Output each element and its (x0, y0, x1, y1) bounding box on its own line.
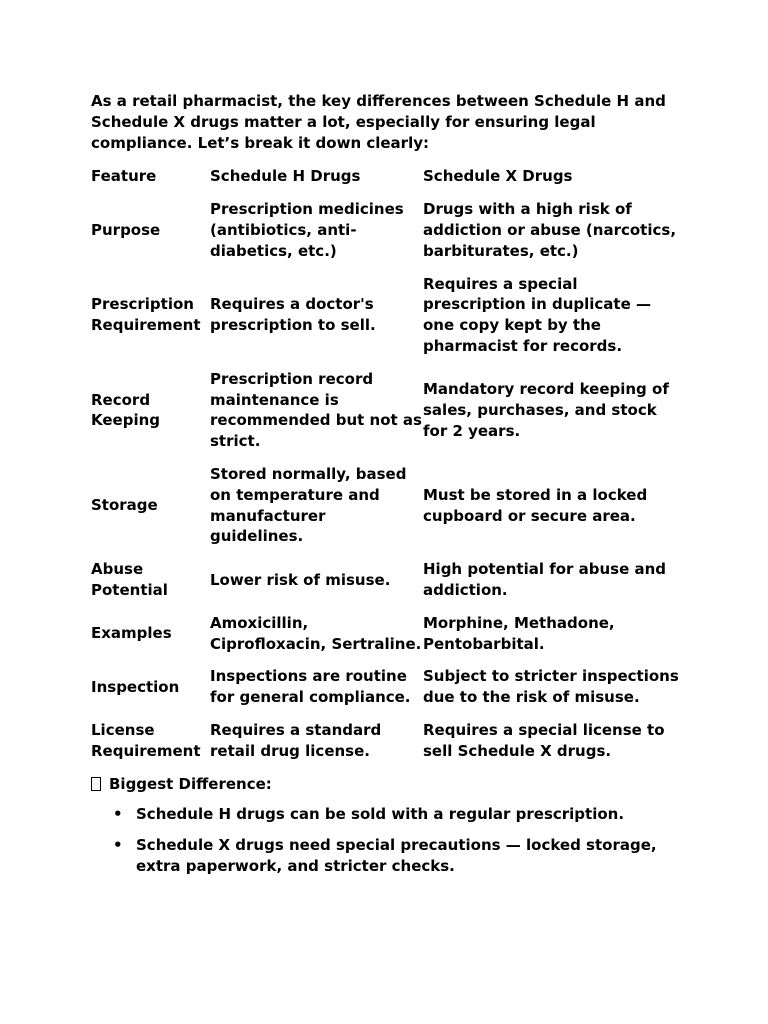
list-item (91, 804, 691, 825)
row-schedule-h: Prescription record maintenance is recommended but not as strict. (210, 369, 422, 451)
table-row (91, 199, 681, 273)
row-schedule-x: Morphine, Methadone, Pentobarbital. (423, 613, 615, 653)
intro-paragraph: As a retail pharmacist, the key differences between Schedule H and Schedule X drugs matter a lot, especially for ensuring legal compliance. Let’s break it down clearly: (91, 92, 666, 152)
comparison-table (91, 166, 681, 771)
table-row (91, 464, 681, 559)
row-schedule-x: Must be stored in a locked cupboard or secure area. (423, 485, 648, 525)
row-schedule-x: High potential for abuse and addiction. (423, 560, 667, 599)
bullet-icon: • (113, 836, 123, 855)
row-feature: Record Keeping (91, 390, 161, 430)
table-row (91, 666, 681, 720)
header-cell-schedule-x: Schedule X Drugs (423, 167, 573, 186)
summary-list (91, 804, 691, 876)
summary-heading (91, 774, 691, 795)
row-feature: License Requirement (91, 720, 201, 760)
row-schedule-h: Amoxicillin, Ciprofloxacin, Sertraline. (210, 613, 422, 653)
missing-glyph-icon (91, 777, 101, 791)
row-feature: Purpose (91, 220, 161, 239)
row-schedule-h: Requires a doctor's prescription to sell. (210, 295, 376, 335)
row-feature: Storage (91, 496, 158, 515)
table-row (91, 274, 681, 369)
row-schedule-x: Requires a special prescription in duplicate — one copy kept by the pharmacist for records. (423, 274, 651, 355)
table-row (91, 369, 681, 464)
list-item-text: Schedule X drugs need special precautions — locked storage, extra paperwork, and stricter checks. (136, 836, 657, 875)
row-schedule-h: Lower risk of misuse. (210, 570, 391, 589)
list-item (91, 835, 691, 877)
table-row (91, 720, 681, 772)
header-cell-schedule-h: Schedule H Drugs (210, 167, 361, 186)
list-item-text: Schedule H drugs can be sold with a regular prescription. (136, 805, 625, 824)
row-schedule-h: Prescription medicines (antibiotics, anti-diabetics, etc.) (210, 200, 404, 260)
row-feature: Inspection (91, 677, 180, 696)
table-row (91, 613, 681, 667)
row-schedule-h: Inspections are routine for general compliance. (210, 667, 411, 707)
row-schedule-h: Requires a standard retail drug license. (210, 720, 382, 760)
header-cell-feature: Feature (91, 167, 157, 186)
row-feature: Examples (91, 624, 172, 643)
summary-title: Biggest Difference: (109, 774, 272, 793)
bullet-icon: • (113, 805, 123, 824)
summary-section (91, 774, 691, 877)
row-schedule-h: Stored normally, based on temperature and manufacturer guidelines. (210, 464, 407, 546)
row-schedule-x: Requires a special license to sell Schedule X drugs. (423, 720, 665, 760)
row-feature: Abuse Potential (91, 560, 168, 599)
row-schedule-x: Subject to stricter inspections due to the risk of misuse. (423, 667, 679, 707)
row-feature: Prescription Requirement (91, 295, 201, 335)
table-header-row (91, 166, 681, 199)
document-page (91, 91, 691, 887)
row-schedule-x: Mandatory record keeping of sales, purchases, and stock for 2 years. (423, 380, 669, 440)
row-schedule-x: Drugs with a high risk of addiction or abuse (narcotics, barbiturates, etc.) (423, 200, 677, 260)
table-row (91, 559, 681, 613)
